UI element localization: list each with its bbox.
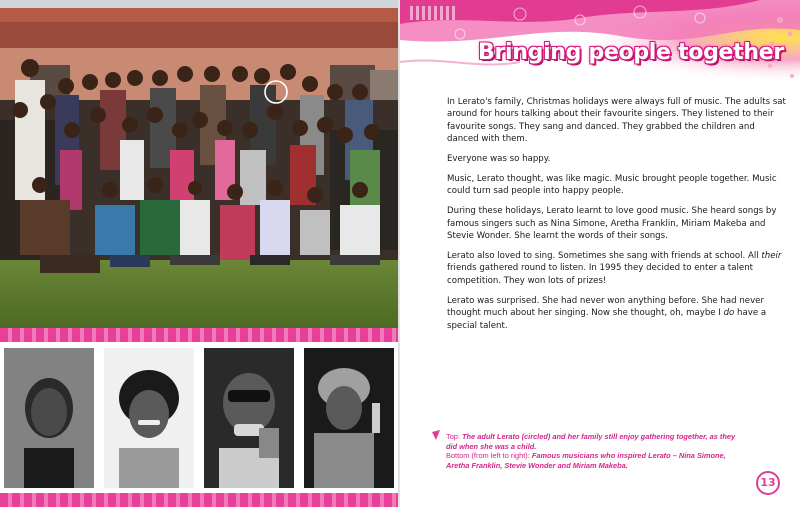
portrait-nina-simone xyxy=(4,348,94,488)
caption-top-label: Top: xyxy=(446,432,463,441)
decorative-banner xyxy=(400,0,800,92)
paragraph-text: Lerato also loved to sing. Sometimes she sang with friends at school. All xyxy=(447,251,762,262)
portraits-strip xyxy=(0,342,400,493)
photo-caption xyxy=(446,432,746,470)
paragraph: Everyone was so happy. xyxy=(447,154,551,165)
caption-bottom-text: Famous musicians who inspired Lerato – Nina Simone, Aretha Franklin, Stevie Wonder and Miriam Makeba. xyxy=(446,451,726,470)
paragraph: In Lerato's family, Christmas holidays were always full of music. The adults sat around for hours talking about their favourite singers. They listened to their favourite songs. They sang and danced. They grabbed the children and danced with them. xyxy=(447,97,786,145)
family-photo xyxy=(0,0,400,328)
portrait-aretha-franklin xyxy=(104,348,194,488)
paragraph-text: have a special talent. xyxy=(447,308,767,331)
paragraph-text: friends gathered round to listen. In 1995 they decided to enter a talent competition. They won lots of prizes! xyxy=(447,263,754,286)
paragraph xyxy=(447,295,787,332)
body-text xyxy=(447,96,787,340)
portrait-miriam-makeba xyxy=(304,348,394,488)
portrait-stevie-wonder xyxy=(204,348,294,488)
paragraph-text: Lerato was surprised. She had never won anything before. She had never thought much about her singing. Now she thought, oh, maybe I xyxy=(447,295,764,319)
paragraph: Music, Lerato thought, was like magic. Music brought people together. Music could turn sad people into happy people. xyxy=(447,174,777,197)
pink-band-top xyxy=(0,328,400,342)
page-number: 13 xyxy=(756,471,780,495)
page-title: Bringing people together xyxy=(478,40,784,65)
paragraph-emphasis: do xyxy=(723,308,735,319)
pink-band-bottom xyxy=(0,493,400,507)
paragraph-emphasis: their xyxy=(761,251,782,262)
paragraph xyxy=(447,250,787,287)
right-page xyxy=(400,0,800,507)
paragraph: During these holidays, Lerato learnt to love good music. She heard songs by famous singers such as Nina Simone, Aretha Franklin, Miriam Makeba and Stevie Wonder. She learnt the words of their songs. xyxy=(447,206,777,242)
caption-pointer-icon xyxy=(432,430,442,440)
caption-bottom-label: Bottom (from left to right): xyxy=(446,451,532,461)
caption-top-text: The adult Lerato (circled) and her family still enjoy gathering together, as they did when she was a child. xyxy=(446,432,736,451)
